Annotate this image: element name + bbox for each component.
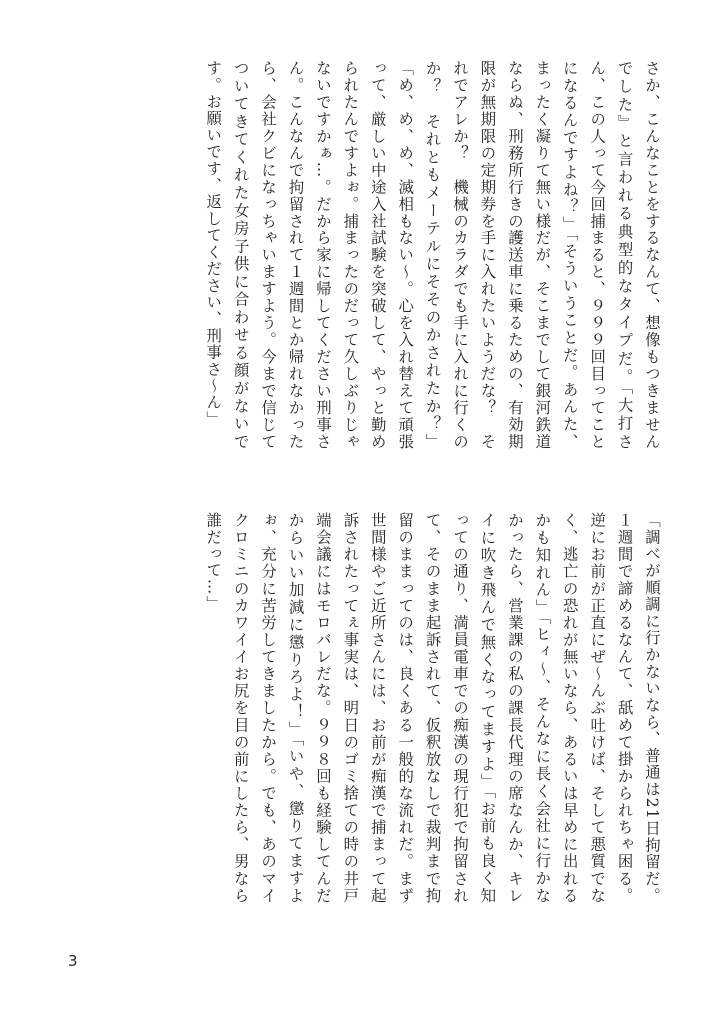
body-paragraph-1: さか、こんなことをするなんて、想像もつきませんでした』と言われる典型的なタイプだ。「大打さん、この人って今回捕まると、９９９回目ってことになるんですよね？」「そういうことだ。あんた、まったく凝りて無い様だが、そこまでして銀河鉄道ならぬ、刑務所行きの護送車に乗るための、有効期限が無期限の定期券を手に入れたいようだな？ それでアレか？ 機械のカラダでも手に入れに行くのか？ それともメーテルにそそのかされたか？」「め、め、め、滅相もない～。心を入れ替えて頑張って、厳しい中途入社試験を突破して、やっと勤められたんですよぉ。捕まったのだって久しぶりじゃないですかぁ…。だから家に帰してください刑事さん。こんなんで拘留されて１週間とか帰れなかったら、会社クビになっちゃいますよう。今まで信じてついてきてくれた女房子供に合わせる顔がないです。お願いです、返してください、刑事さ～ん」 [204,60,661,450]
body-paragraph-2: 「調べが順調に行かないなら、普通は21日拘留だ。１週間で諦めるなんて、舐めて掛かられちゃ困る。逆にお前が正直にぜ～んぶ吐けば、そして悪質でなく、逃亡の恐れが無いなら、あるいは早めに出れるかも知れん」「ヒィ～、そんなに長く会社に行かなかったら、営業課の私の課長代理の席なんか、キレイに吹き飛んで無くなってますよ」「お前も良く知っての通り、満員電車での痴漢の現行犯で拘留されて、そのまま起訴されて、仮釈放なしで裁判まで拘留のままってのは、良くある一般的な流れだ。まず世間様やご近所さんには、お前が痴漢で捕まって起訴されたってぇ事実は、明日のゴミ捨ての時の井戸端会議にはモロバレだな。９９８回も経験してんだからいい加減に懲りろよ！」「いや、懲りてますよぉ、充分に苦労してきましたから。でも、あのマイクロミニのカワイイお尻を目の前にしたら、男なら誰だって…」 [204,512,661,904]
page-number: 3 [68,952,78,970]
